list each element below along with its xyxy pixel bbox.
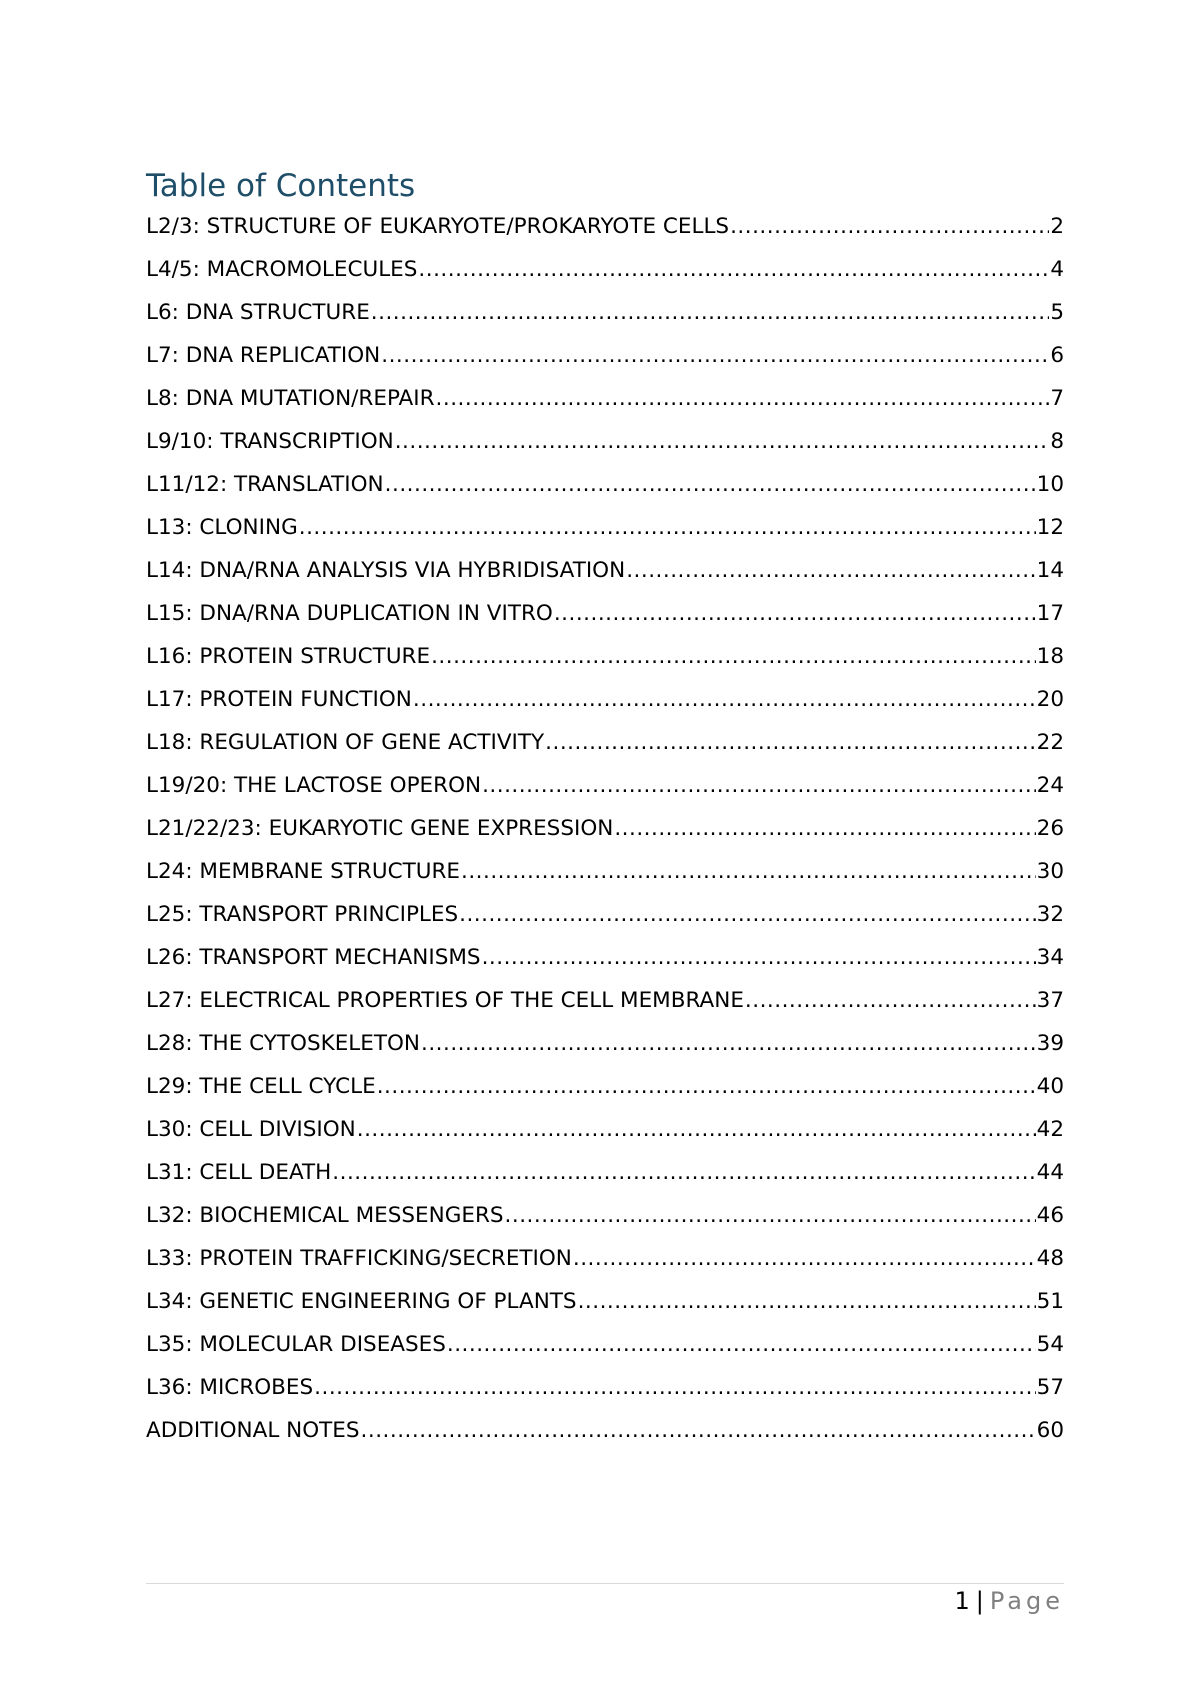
- toc-dot-leader: [413, 678, 1036, 721]
- toc-entry-page: 42: [1036, 1117, 1064, 1142]
- toc-entry-page: 44: [1036, 1160, 1064, 1185]
- toc-entry[interactable]: [146, 1237, 1064, 1280]
- toc-entry[interactable]: [146, 463, 1064, 506]
- toc-entry-label: L34: GENETIC ENGINEERING OF PLANTS: [146, 1289, 577, 1314]
- toc-dot-leader: [431, 635, 1036, 678]
- toc-dot-leader: [614, 807, 1035, 850]
- toc-entry-label: L17: PROTEIN FUNCTION: [146, 687, 412, 712]
- toc-dot-leader: [573, 1237, 1036, 1280]
- toc-entry-label: L24: MEMBRANE STRUCTURE: [146, 859, 460, 884]
- toc-entry-page: 39: [1036, 1031, 1064, 1056]
- toc-entry-label: L28: THE CYTOSKELETON: [146, 1031, 420, 1056]
- toc-entry[interactable]: [146, 1108, 1064, 1151]
- toc-dot-leader: [357, 1108, 1036, 1151]
- toc-dot-leader: [421, 1022, 1036, 1065]
- toc-dot-leader: [461, 850, 1036, 893]
- toc-entry[interactable]: [146, 377, 1064, 420]
- toc-entry[interactable]: [146, 1065, 1064, 1108]
- toc-entry[interactable]: [146, 549, 1064, 592]
- toc-entry-label: L35: MOLECULAR DISEASES: [146, 1332, 446, 1357]
- toc-dot-leader: [578, 1280, 1036, 1323]
- toc-dot-leader: [299, 506, 1036, 549]
- toc-entry[interactable]: [146, 420, 1064, 463]
- toc-entry[interactable]: [146, 592, 1064, 635]
- toc-entry[interactable]: [146, 1022, 1064, 1065]
- toc-entry-page: 10: [1036, 472, 1064, 497]
- toc-entry-label: L14: DNA/RNA ANALYSIS VIA HYBRIDISATION: [146, 558, 626, 583]
- toc-entry-page: 14: [1036, 558, 1064, 583]
- toc-entry-page: 17: [1036, 601, 1064, 626]
- toc-dot-leader: [381, 334, 1049, 377]
- toc-entry[interactable]: [146, 850, 1064, 893]
- page-footer: [955, 1586, 1064, 1616]
- toc-dot-leader: [745, 979, 1036, 1022]
- toc-entry-page: 48: [1036, 1246, 1064, 1271]
- toc-entry-page: 34: [1036, 945, 1064, 970]
- toc-entry-label: L15: DNA/RNA DUPLICATION IN VITRO: [146, 601, 553, 626]
- toc-dot-leader: [459, 893, 1036, 936]
- toc-entry[interactable]: [146, 506, 1064, 549]
- toc-dot-leader: [436, 377, 1050, 420]
- toc-entry[interactable]: [146, 1366, 1064, 1409]
- toc-entry[interactable]: [146, 1151, 1064, 1194]
- toc-entry-label: L21/22/23: EUKARYOTIC GENE EXPRESSION: [146, 816, 614, 841]
- toc-entry-page: 7: [1050, 386, 1064, 411]
- toc-entry-page: 32: [1036, 902, 1064, 927]
- toc-dot-leader: [332, 1151, 1035, 1194]
- toc-entry-label: L29: THE CELL CYCLE: [146, 1074, 376, 1099]
- toc-entry-label: L6: DNA STRUCTURE: [146, 300, 370, 325]
- toc-entry-label: L2/3: STRUCTURE OF EUKARYOTE/PROKARYOTE CELLS: [146, 214, 730, 239]
- toc-entry[interactable]: [146, 1409, 1064, 1452]
- toc-entry[interactable]: [146, 1280, 1064, 1323]
- toc-dot-leader: [482, 764, 1036, 807]
- toc-entry-page: 20: [1036, 687, 1064, 712]
- toc-dot-leader: [395, 420, 1050, 463]
- toc-entry[interactable]: [146, 807, 1064, 850]
- toc-entry-label: L25: TRANSPORT PRINCIPLES: [146, 902, 459, 927]
- toc-entry-page: 6: [1050, 343, 1064, 368]
- toc-entry-label: L8: DNA MUTATION/REPAIR: [146, 386, 435, 411]
- page-number: 1: [954, 1587, 970, 1615]
- toc-entry-label: L11/12: TRANSLATION: [146, 472, 384, 497]
- toc-entry[interactable]: [146, 893, 1064, 936]
- toc-entry-page: 24: [1036, 773, 1064, 798]
- toc-entry-label: L26: TRANSPORT MECHANISMS: [146, 945, 481, 970]
- toc-dot-leader: [418, 248, 1049, 291]
- toc-dot-leader: [361, 1409, 1036, 1452]
- toc-dot-leader: [545, 721, 1035, 764]
- toc-entry-page: 54: [1036, 1332, 1064, 1357]
- toc-entry[interactable]: [146, 764, 1064, 807]
- toc-title: Table of Contents: [146, 168, 416, 204]
- toc-entry-page: 18: [1036, 644, 1064, 669]
- toc-entry-label: L31: CELL DEATH: [146, 1160, 332, 1185]
- toc-entry[interactable]: [146, 1323, 1064, 1366]
- toc-entry-page: 60: [1036, 1418, 1064, 1443]
- toc-entry-label: ADDITIONAL NOTES: [146, 1418, 360, 1443]
- toc-entry-label: L4/5: MACROMOLECULES: [146, 257, 418, 282]
- toc-list: [146, 205, 1064, 1452]
- toc-entry-page: 26: [1036, 816, 1064, 841]
- toc-dot-leader: [385, 463, 1036, 506]
- toc-entry-page: 12: [1036, 515, 1064, 540]
- toc-entry[interactable]: [146, 678, 1064, 721]
- toc-entry-label: L16: PROTEIN STRUCTURE: [146, 644, 431, 669]
- toc-entry-page: 30: [1036, 859, 1064, 884]
- toc-dot-leader: [314, 1366, 1035, 1409]
- page-word: Page: [989, 1587, 1064, 1615]
- toc-entry-page: 5: [1050, 300, 1064, 325]
- toc-entry-page: 37: [1036, 988, 1064, 1013]
- toc-entry[interactable]: [146, 936, 1064, 979]
- toc-entry-page: 4: [1050, 257, 1064, 282]
- toc-dot-leader: [371, 291, 1050, 334]
- toc-dot-leader: [554, 592, 1036, 635]
- toc-entry-page: 8: [1050, 429, 1064, 454]
- toc-entry-label: L36: MICROBES: [146, 1375, 314, 1400]
- toc-entry-page: 40: [1036, 1074, 1064, 1099]
- toc-dot-leader: [626, 549, 1035, 592]
- toc-entry-label: L32: BIOCHEMICAL MESSENGERS: [146, 1203, 504, 1228]
- toc-entry-page: 51: [1036, 1289, 1064, 1314]
- toc-entry[interactable]: [146, 334, 1064, 377]
- toc-entry-label: L27: ELECTRICAL PROPERTIES OF THE CELL MEMBRANE: [146, 988, 744, 1013]
- toc-entry[interactable]: [146, 1194, 1064, 1237]
- toc-entry[interactable]: [146, 635, 1064, 678]
- toc-dot-leader: [447, 1323, 1036, 1366]
- toc-dot-leader: [377, 1065, 1036, 1108]
- footer-divider: [146, 1583, 1064, 1584]
- toc-entry[interactable]: [146, 721, 1064, 764]
- toc-dot-leader: [730, 205, 1049, 248]
- toc-entry-label: L7: DNA REPLICATION: [146, 343, 381, 368]
- toc-entry-page: 46: [1036, 1203, 1064, 1228]
- toc-entry[interactable]: [146, 205, 1064, 248]
- toc-entry-label: L13: CLONING: [146, 515, 298, 540]
- toc-entry[interactable]: [146, 291, 1064, 334]
- toc-entry-page: 22: [1036, 730, 1064, 755]
- footer-separator: |: [975, 1587, 984, 1615]
- toc-entry-label: L30: CELL DIVISION: [146, 1117, 356, 1142]
- toc-entry-page: 2: [1050, 214, 1064, 239]
- toc-entry-label: L33: PROTEIN TRAFFICKING/SECRETION: [146, 1246, 572, 1271]
- toc-entry-page: 57: [1036, 1375, 1064, 1400]
- toc-dot-leader: [482, 936, 1036, 979]
- toc-dot-leader: [505, 1194, 1036, 1237]
- toc-entry-label: L9/10: TRANSCRIPTION: [146, 429, 394, 454]
- toc-entry-label: L18: REGULATION OF GENE ACTIVITY: [146, 730, 545, 755]
- toc-entry[interactable]: [146, 979, 1064, 1022]
- toc-entry[interactable]: [146, 248, 1064, 291]
- toc-entry-label: L19/20: THE LACTOSE OPERON: [146, 773, 482, 798]
